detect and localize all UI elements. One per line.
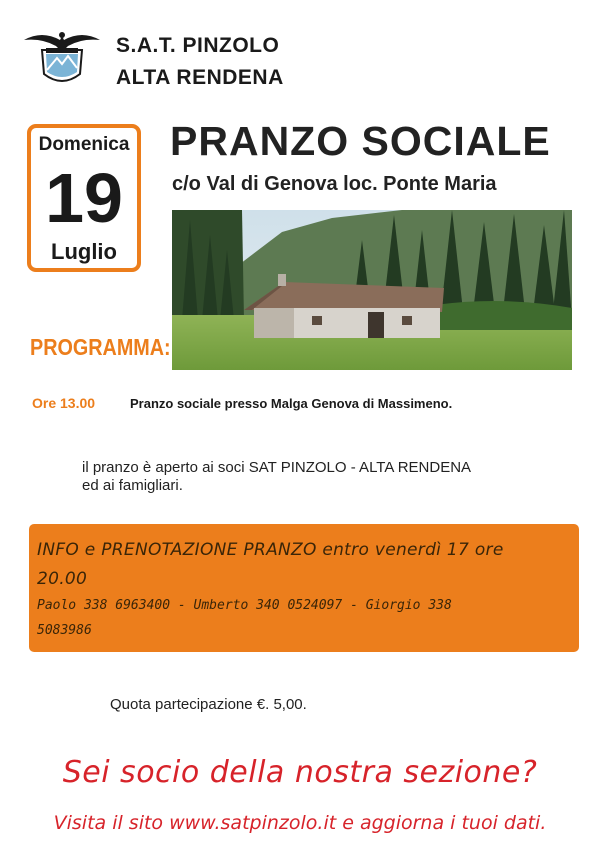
org-name-line2: ALTA RENDENA [116,66,284,89]
org-name-line1: S.A.T. PINZOLO [116,34,280,57]
website-invite: Visita il sito www.satpinzolo.it e aggiorna i tuoi dati. [53,812,547,834]
booking-info-line2: 20.00 [37,569,88,589]
contact-list [37,593,565,643]
booking-info [37,536,565,594]
participation-fee: Quota partecipazione €. 5,00. [110,696,307,713]
contact-list-line2: 5083986 [37,623,92,638]
program-heading: PROGRAMMA: [30,334,171,360]
member-question: Sei socio della nostra sezione? [62,755,538,790]
date-month: Luglio [51,239,117,264]
participation-note-line2: ed ai famigliari. [82,477,183,494]
booking-info-line1: INFO e PRENOTAZIONE PRANZO entro venerdì 17 ore [37,540,504,560]
info-box [29,524,579,652]
date-box [27,124,141,272]
program-time: Ore 13.00 [32,395,96,411]
mountain-hut-photo [172,210,572,370]
program-description: Pranzo sociale presso Malga Genova di Massimeno. [130,396,453,411]
event-location: c/o Val di Genova loc. Ponte Maria [172,173,497,195]
contact-list-line1: Paolo 338 6963400 - Umberto 340 0524097 - Giorgio 338 [37,598,452,613]
date-weekday: Domenica [38,134,130,155]
date-day: 19 [45,159,123,237]
participation-note-line1: il pranzo è aperto ai soci SAT PINZOLO - ALTA RENDENA [82,459,472,476]
cai-eagle-emblem-icon [22,26,102,92]
participation-note [82,459,471,495]
event-title: PRANZO SOCIALE [170,118,551,164]
